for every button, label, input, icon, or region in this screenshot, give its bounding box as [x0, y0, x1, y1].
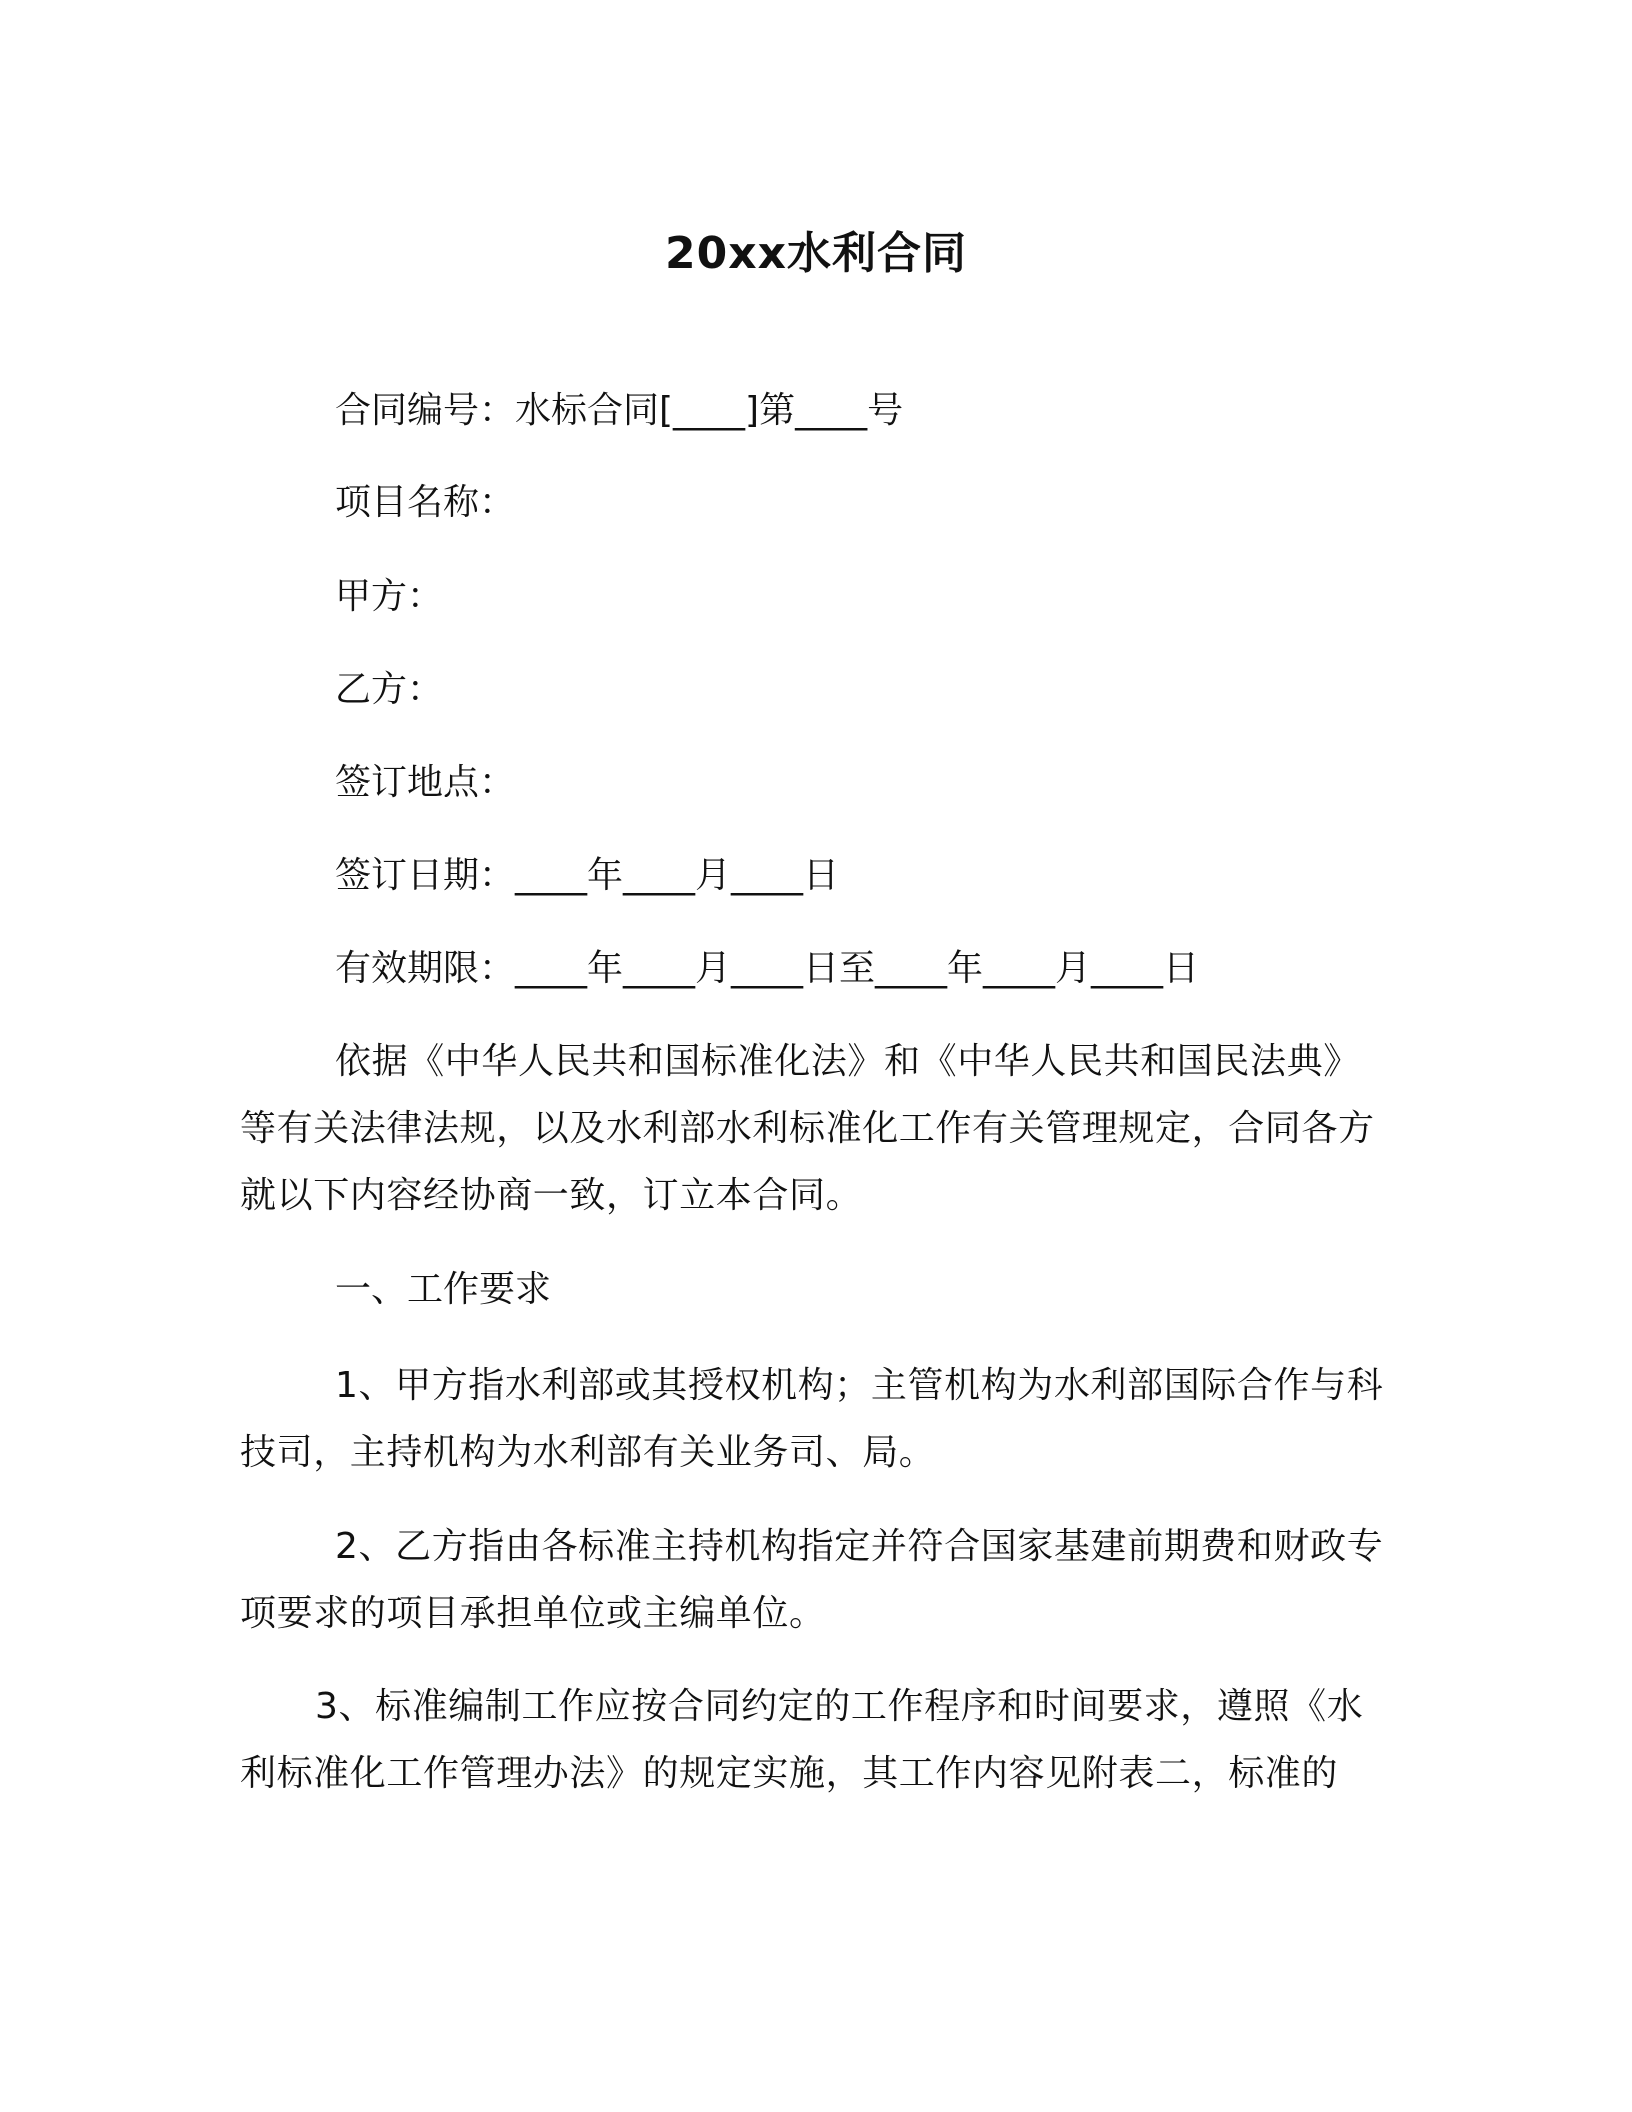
party-a-field: 甲方：: [335, 576, 444, 617]
intro-paragraph: 依据《中华人民共和国标准化法》和《中华人民共和国民法典》等有关法律法规，以及水利部水利标准化工作有关管理规定，合同各方就以下内容经协商一致，订立本合同。: [240, 1041, 1375, 1216]
sign-place-field: 签订地点：: [335, 762, 516, 803]
section-heading-work-requirements: 一、工作要求: [335, 1269, 552, 1310]
item-paragraph-2: 2、乙方指由各标准主持机构指定并符合国家基建前期费和财政专项要求的项目承担单位或主编单位。: [240, 1526, 1384, 1634]
item-paragraph-3: 3、标准编制工作应按合同约定的工作程序和时间要求，遵照《水利标准化工作管理办法》的规定实施，其工作内容见附表二，标准的: [240, 1686, 1364, 1794]
party-b-field: 乙方：: [335, 669, 444, 710]
sign-date-field: 签订日期：____年____月____日: [335, 855, 840, 896]
item-paragraph-1: 1、甲方指水利部或其授权机构；主管机构为水利部国际合作与科技司，主持机构为水利部有关业务司、局。: [240, 1365, 1384, 1473]
document-title: 20xx水利合同: [665, 228, 967, 279]
project-name-field: 项目名称：: [335, 482, 516, 523]
valid-period-field: 有效期限：____年____月____日至____年____月____日: [335, 948, 1200, 989]
contract-number-field: 合同编号：水标合同[____]第____号: [335, 390, 904, 431]
